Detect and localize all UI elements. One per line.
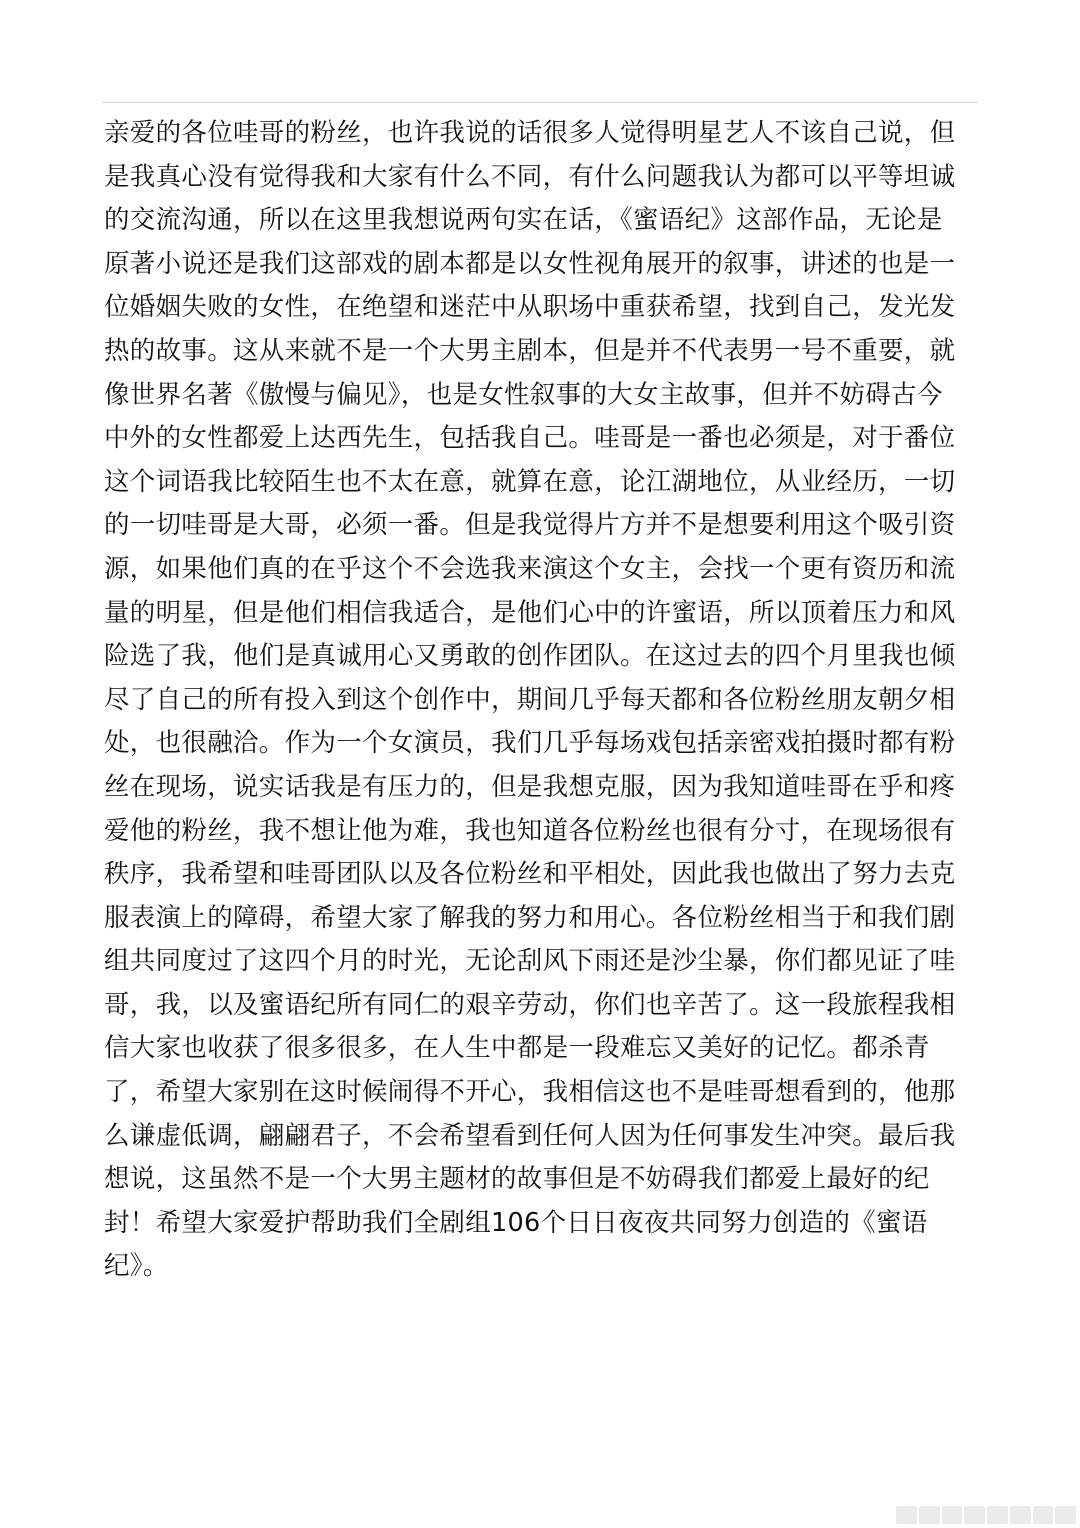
article-line: 爱他的粉丝，我不想让他为难，我也知道各位粉丝也很有分寸，在现场很有 (104, 815, 956, 846)
article-line: 亲爱的各位哇哥的粉丝，也许我说的话很多人觉得明星艺人不该自己说，但 (104, 118, 956, 148)
watermark-block (1010, 1506, 1031, 1524)
article-line: 哥，我，以及蜜语纪所有同仁的艰辛劳动，你们也辛苦了。这一段旅程我相 (104, 989, 956, 1020)
article-line: 丝在现场，说实话我是有压力的，但是我想克服，因为我知道哇哥在乎和疼 (104, 771, 956, 802)
article-line: 秩序，我希望和哇哥团队以及各位粉丝和平相处，因此我也做出了努力去克 (104, 859, 956, 890)
article-line: 纪》。 (104, 1251, 169, 1282)
article-line: 服表演上的障碍，希望大家了解我的努力和用心。各位粉丝相当于和我们剧 (104, 902, 956, 933)
article-line: 原著小说还是我们这部戏的剧本都是以女性视角展开的叙事，讲述的也是一 (104, 248, 956, 279)
article-line: 是我真心没有觉得我和大家有什么不同，有什么问题我认为都可以平等坦诚 (104, 161, 956, 192)
article-line: 的交流沟通，所以在这里我想说两句实在话，《蜜语纪》这部作品，无论是 (104, 205, 943, 236)
article-line: 信大家也收获了很多很多，在人生中都是一段难忘又美好的记忆。都杀青 (104, 1033, 930, 1064)
watermark-block (987, 1506, 1008, 1524)
article-line: 么谦虚低调，翩翩君子，不会希望看到任何人因为任何事发生冲突。最后我 (104, 1120, 956, 1151)
article-body (104, 112, 964, 1289)
watermark-block (942, 1506, 963, 1524)
article-line: 的一切哇哥是大哥，必须一番。但是我觉得片方并不是想要利用这个吸引资 (104, 510, 956, 541)
watermark-block (896, 1506, 917, 1524)
article-line: 处，也很融洽。作为一个女演员，我们几乎每场戏包括亲密戏拍摄时都有粉 (104, 728, 956, 759)
article-line: 险选了我，他们是真诚用心又勇敢的创作团队。在这过去的四个月里我也倾 (104, 641, 956, 672)
article-line: 这个词语我比较陌生也不太在意，就算在意，论江湖地位，从业经历，一切 (104, 466, 956, 497)
article-line: 组共同度过了这四个月的时光，无论刮风下雨还是沙尘暴，你们都见证了哇 (104, 946, 956, 977)
article-line: 封！希望大家爱护帮助我们全剧组106个日日夜夜共同努力创造的《蜜语 (104, 1207, 928, 1238)
top-divider (102, 102, 978, 103)
article-line: 中外的女性都爱上达西先生，包括我自己。哇哥是一番也必须是，对于番位 (104, 423, 956, 454)
watermark-block (1055, 1506, 1076, 1524)
article-line: 量的明星，但是他们相信我适合，是他们心中的许蜜语，所以顶着压力和风 (104, 597, 956, 628)
article-line: 了，希望大家别在这时候闹得不开心，我相信这也不是哇哥想看到的，他那 (104, 1077, 956, 1108)
article-line: 热的故事。这从来就不是一个大男主剧本，但是并不代表男一号不重要，就 (104, 335, 956, 366)
article-line: 源，如果他们真的在乎这个不会选我来演这个女主，会找一个更有资历和流 (104, 553, 956, 584)
article-line: 想说，这虽然不是一个大男主题材的故事但是不妨碍我们都爱上最好的纪 (104, 1164, 930, 1195)
article-line: 尽了自己的所有投入到这个创作中，期间几乎每天都和各位粉丝朋友朝夕相 (104, 684, 956, 715)
watermark-block (1033, 1506, 1054, 1524)
watermark-block (964, 1506, 985, 1524)
watermark-strip (896, 1506, 1076, 1524)
watermark-block (919, 1506, 940, 1524)
article-line: 位婚姻失败的女性，在绝望和迷茫中从职场中重获希望，找到自己，发光发 (104, 292, 956, 323)
article-line: 像世界名著《傲慢与偏见》，也是女性叙事的大女主故事，但并不妨碍古今 (104, 379, 943, 410)
